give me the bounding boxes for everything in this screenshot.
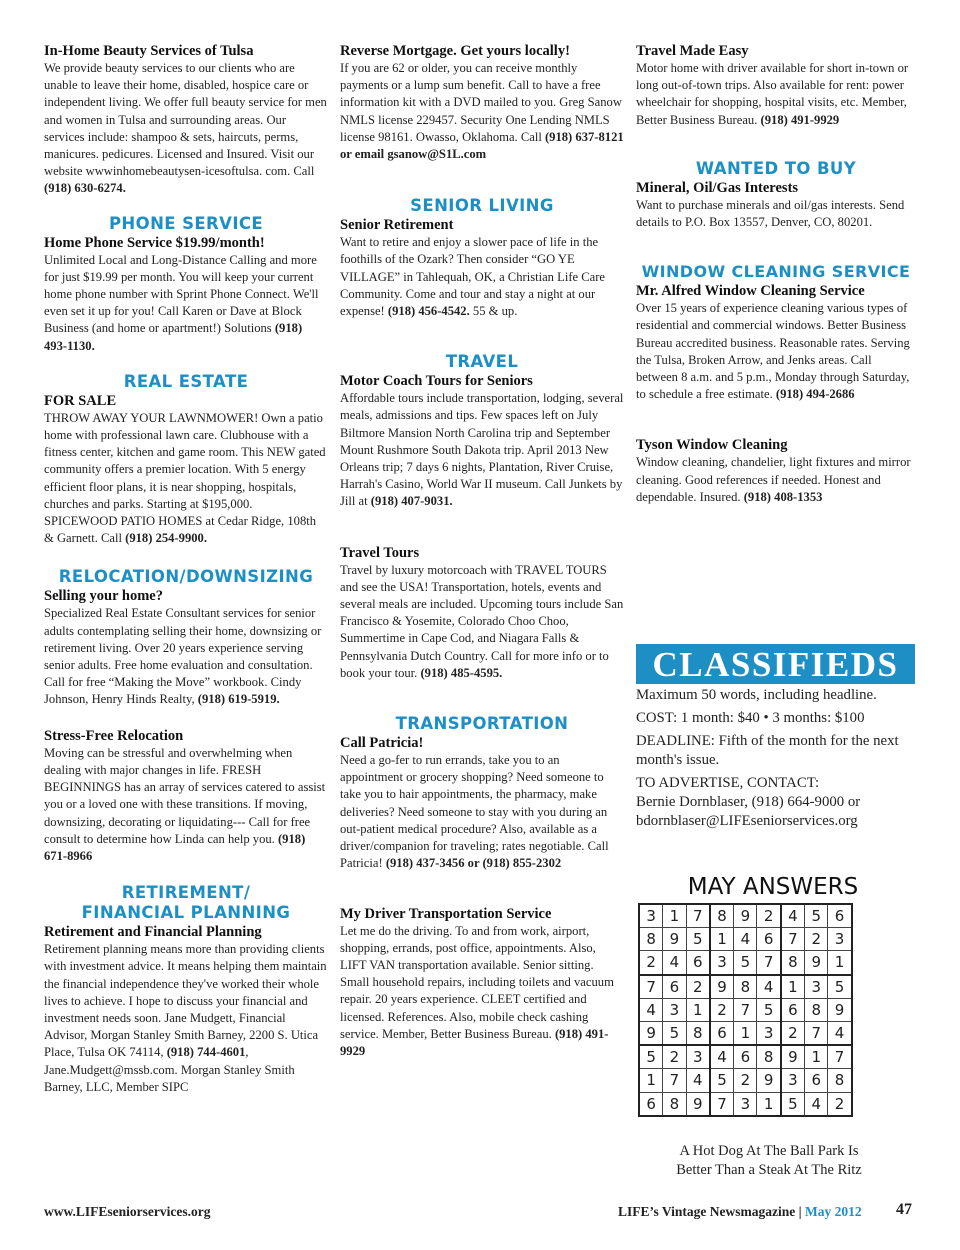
sudoku-cell: 9 [805,951,828,975]
sudoku-cell: 3 [686,1045,710,1069]
ad-body: Travel by luxury motorcoach with TRAVEL TOURS and see the USA! Transportation, hotels, events and several meals are included. Upcoming tours include San Francisco & Yosemite, Colorado Choo Choo, Summertime in Cape Cod, and Niagara Falls & Pennsylvania Dutch Country. Call for more info or to book your tour. (918) 485-4595. [340,562,624,680]
ad-title: Retirement and Financial Planning [44,924,262,941]
ad-body: If you are 62 or older, you can receive monthly payments or a lump sum benefit. Call to have a free information kit with a DVD mailed to you. Greg Sanow NMLS license 229457. Security One Lending NMLS license 98161. Owasso, Oklahoma. Call (918) 637-8121 or email gsanow@S1L.com [340,61,624,162]
sudoku-row [639,951,852,975]
section-heading-wanted-to-buy: WANTED TO BUY [695,158,857,178]
classifieds-banner: CLASSIFIEDS [636,644,915,684]
sudoku-cell: 2 [710,998,734,1021]
sudoku-cell: 8 [781,951,805,975]
ad-title: Call Patricia! [340,735,424,752]
sudoku-cell: 9 [734,904,757,928]
sudoku-row [639,1021,852,1045]
phone-number: (918) 671-8966 [44,831,306,863]
sudoku-cell: 1 [663,904,686,928]
classifieds-word-limit: Maximum 50 words, including headline. [636,687,877,703]
sudoku-cell: 8 [734,975,757,999]
phone-number: (918) 744-4601 [166,1045,246,1060]
ad-body: Retirement planning means more than providing clients with investment advice. It means helping them maintain the financial independence they've worked their whole lives to achieve. I hope to discuss your financial and investment needs soon. Jane Mudgett, Financial Advisor, Morgan Stanley Smith Barney, 2200 S. Utica Place, Tulsa OK 74114, (918) 744-4601, Jane.Mudgett@mssb.com. Morgan Stanley Smith Barney, LLC, Member SIPC [44,942,327,1094]
sudoku-cell: 9 [828,998,852,1021]
sudoku-cell: 2 [639,951,663,975]
sudoku-row [639,1045,852,1069]
section-heading-relocation: RELOCATION/DOWNSIZING [58,567,314,587]
ad-tyson-window-cleaning [636,436,916,506]
sudoku-cell: 1 [710,928,734,951]
ad-body: Moving can be stressful and overwhelming when dealing with major changes in life. FRESH BEGINNINGS has an array of services catered to assist you or a loved one with these transitions. If moving, downsizing, decorating or liquidating--- Call for free consult to determine how Linda can help you. (918) 671-8966 [44,745,326,863]
classifieds-info [636,686,926,831]
sudoku-cell: 4 [663,951,686,975]
ad-title: Mineral, Oil/Gas Interests [636,179,799,196]
sudoku-cell: 7 [639,975,663,999]
phone-number: (918) 437-3456 or (918) 855-2302 [385,856,562,871]
sudoku-cell: 3 [781,1069,805,1092]
footer-issue-month: May 2012 [804,1204,862,1219]
section-heading-transportation: TRANSPORTATION [395,714,569,734]
sudoku-cell: 6 [663,975,686,999]
footer-website: www.LIFEseniorservices.org [44,1204,211,1219]
classifieds-contact-heading: TO ADVERTISE, CONTACT: [636,775,820,791]
phone-number: (918) 637-8121 or email gsanow@S1L.com [340,129,624,162]
ad-my-driver [340,905,624,1061]
sudoku-cell: 1 [781,975,805,999]
sudoku-cell: 1 [639,1069,663,1092]
sudoku-cell: 5 [639,1045,663,1069]
classifieds-contact-email: bdornblaser@LIFEseniorservices.org [636,813,858,829]
sudoku-cell: 4 [828,1021,852,1045]
sudoku-cell: 9 [757,1069,781,1092]
ad-title: Tyson Window Cleaning [636,437,788,454]
sudoku-cell: 7 [828,1045,852,1069]
sudoku-cell: 4 [686,1069,710,1092]
ad-body: Affordable tours include transportation, lodging, several meals, admissions and tips. Few spaces left on July Biltmore Mansion North Carolina trip and September Mount Rushmore South Dakota trip. April 2013 New Orleans trip; 7 days 6 nights, Plantation, River Cruise, Harrah's Casino, World War II museum. Call Junkets by Jill at (918) 407-9031. [340,391,624,509]
sudoku-cell: 1 [686,998,710,1021]
sudoku-cell: 2 [663,1045,686,1069]
ad-stress-free-relocation [44,727,328,865]
column-left [44,42,328,1096]
ad-body: Need a go-fer to run errands, take you to an appointment or grocery shopping? Need someone to take you to hair appointments, the pharmacy, make deliveries? Need someone to stay with you during an out-patient medical procedure? Also, available as a driver/companion for traveling; rates negotiable. Call Patricia! (918) 437-3456 or (918) 855-2302 [340,753,609,871]
ad-travel-tours [340,544,624,682]
column-middle [340,42,624,1060]
ad-retirement-planning [44,923,328,1096]
section-heading-retirement: RETIREMENT/ FINANCIAL PLANNING [81,883,291,923]
sudoku-cell: 6 [757,928,781,951]
sudoku-cell: 2 [781,1021,805,1045]
ad-body: Over 15 years of experience cleaning various types of residential and commercial windows. Better Business Bureau accredited business. Reasonable rates. Serving the Tulsa, Broken Arrow, and Jenks areas. Call between 8 a.m. and 5 p.m., Monday through Saturday, to schedule a free estimate. (918) 494-2686 [636,301,910,402]
sudoku-cell: 6 [781,998,805,1021]
sudoku-cell: 6 [710,1021,734,1045]
sudoku-cell: 3 [710,951,734,975]
sudoku-cell: 2 [757,904,781,928]
sudoku-cell: 5 [686,928,710,951]
ad-title: Home Phone Service $19.99/month! [44,234,265,251]
sudoku-cell: 7 [781,928,805,951]
ad-motor-coach-tours [340,372,624,510]
sudoku-cell: 2 [828,1092,852,1116]
ad-title: FOR SALE [44,392,117,409]
sudoku-cell: 3 [734,1092,757,1116]
ad-title: In-Home Beauty Services of Tulsa [44,43,254,59]
classifieds-deadline: DEADLINE: Fifth of the month for the next month's issue. [636,733,899,768]
sudoku-cell: 3 [663,998,686,1021]
joke-text: A Hot Dog At The Ball Park Is Better Than a Steak At The Ritz [676,1143,862,1178]
sudoku-cell: 3 [757,1021,781,1045]
ad-body: THROW AWAY YOUR LAWNMOWER! Own a patio home with professional lawn care. Clubhouse with a fitness center, kitchen and game room. This NEW gated community offers a premier location. With 5 energy efficient floor plans, it is near shopping, hospitals, churches and parks. Starting at $195,000. SPICEWOOD PATIO HOMES at Cedar Ridge, 108th & Garnett. Call (918) 254-9900. [44,410,326,546]
phone-number: (918) 494-2686 [775,387,855,402]
ad-reverse-mortgage [340,42,624,163]
phone-number: (918) 630-6274. [44,181,126,196]
ad-title: Senior Retirement [340,217,454,234]
classifieds-contact-name: Bernie Dornblaser, (918) 664-9000 or [636,794,861,810]
ad-body: Unlimited Local and Long-Distance Calling and more for just $19.99 per month. You will keep your current home phone number with Sprint Phone Connect. We'll even set it up for you! Call Karen or Dave at Block Business (and home or apartment!) Solutions (918) 493-1130. [44,252,319,353]
sudoku-cell: 3 [805,975,828,999]
sudoku-cell: 4 [757,975,781,999]
sudoku-cell: 7 [710,1092,734,1116]
sudoku-cell: 6 [805,1069,828,1092]
ad-inhome-beauty [44,42,328,198]
sudoku-cell: 9 [663,928,686,951]
ad-selling-home [44,587,328,708]
sudoku-grid [638,903,853,1117]
ad-travel-made-easy [636,42,916,129]
ad-title: Selling your home? [44,588,163,605]
ad-body: Want to purchase minerals and oil/gas interests. Send details to P.O. Box 13557, Denver, CO, 80201. [636,197,905,230]
ad-home-phone [44,234,328,355]
sudoku-cell: 4 [781,904,805,928]
ad-title: Travel Made Easy [636,43,749,59]
sudoku-cell: 8 [686,1021,710,1045]
ad-title: Mr. Alfred Window Cleaning Service [636,283,865,300]
sudoku-cell: 1 [757,1092,781,1116]
ad-title: Travel Tours [340,544,420,561]
sudoku-cell: 5 [781,1092,805,1116]
ad-alfred-window-cleaning [636,282,916,403]
sudoku-cell: 4 [639,998,663,1021]
ad-for-sale [44,392,328,548]
sudoku-cell: 1 [734,1021,757,1045]
sudoku-cell: 4 [734,928,757,951]
sudoku-cell: 1 [828,951,852,975]
classifieds-cost: COST: 1 month: $40 • 3 months: $100 [636,710,865,726]
phone-number: (918) 619-5919. [197,692,280,707]
sudoku-cell: 3 [639,904,663,928]
sudoku-cell: 5 [710,1069,734,1092]
sudoku-title: MAY ANSWERS [687,874,859,900]
sudoku-cell: 9 [686,1092,710,1116]
sudoku-cell: 9 [710,975,734,999]
phone-number: (918) 485-4595. [420,665,503,680]
section-heading-real-estate: REAL ESTATE [123,371,249,391]
sudoku-cell: 7 [663,1069,686,1092]
sudoku-cell: 5 [805,904,828,928]
sudoku-cell: 9 [781,1045,805,1069]
sudoku-cell: 7 [805,1021,828,1045]
sudoku-row [639,975,852,999]
sudoku-cell: 8 [639,928,663,951]
sudoku-cell: 6 [734,1045,757,1069]
sudoku-cell: 8 [828,1069,852,1092]
sudoku-cell: 2 [805,928,828,951]
ad-body: Motor home with driver available for short in-town or long out-of-town trips. Also available for rent: power wheelchair for shopping, hospital visits, etc. Member, Better Business Bureau. (918) 491-9929 [636,61,909,127]
sudoku-cell: 5 [734,951,757,975]
phone-number: (918) 456-4542. [387,304,470,319]
sudoku-cell: 1 [805,1045,828,1069]
ad-call-patricia [340,734,624,872]
phone-number: (918) 491-9929 [760,112,840,127]
sudoku-row [639,904,852,928]
sudoku-row [639,998,852,1021]
ad-title: Stress-Free Relocation [44,727,184,744]
sudoku-row [639,928,852,951]
section-heading-phone-service: PHONE SERVICE [108,213,264,233]
ad-mineral-interests [636,179,916,231]
phone-number: (918) 491-9929 [340,1026,609,1058]
sudoku-row [639,1092,852,1116]
ad-senior-retirement [340,216,624,320]
sudoku-cell: 8 [710,904,734,928]
sudoku-cell: 7 [686,904,710,928]
sudoku-cell: 3 [828,928,852,951]
phone-number: (918) 407-9031. [370,494,453,509]
phone-number: (918) 493-1130. [44,321,303,353]
sudoku-cell: 2 [686,975,710,999]
ad-title: My Driver Transportation Service [340,905,552,922]
sudoku-cell: 7 [757,951,781,975]
phone-number: (918) 408-1353 [743,489,823,504]
ad-title: Reverse Mortgage. Get yours locally! [340,43,570,59]
sudoku-cell: 8 [805,998,828,1021]
footer-magazine: LIFE’s Vintage Newsmagazine | May 2012 [618,1204,862,1219]
sudoku-cell: 7 [734,998,757,1021]
column-right [636,42,916,506]
sudoku-cell: 4 [805,1092,828,1116]
sudoku-cell: 2 [734,1069,757,1092]
sudoku-cell: 5 [663,1021,686,1045]
sudoku-cell: 8 [757,1045,781,1069]
sudoku-cell: 8 [663,1092,686,1116]
sudoku-cell: 6 [828,904,852,928]
section-heading-senior-living: SENIOR LIVING [410,196,554,216]
phone-number: (918) 254-9900. [125,531,207,546]
ad-body: Window cleaning, chandelier, light fixtures and mirror cleaning. Good references if needed. Honest and dependable. Insured. (918) 408-1353 [636,455,911,504]
ad-body: Specialized Real Estate Consultant services for senior adults contemplating selling their home, downsizing or retirement living. Over 20 years experience serving senior adults. Free home evaluation and consultation. Call for free “Making the Move” workbook. Cindy Johnson, Henry Hinds Realty, (918) 619-5919. [44,606,322,707]
sudoku-row [639,1069,852,1092]
ad-title: Motor Coach Tours for Seniors [340,373,533,390]
ad-body: We provide beauty services to our clients who are unable to leave their home, disabled, hospice care or independent living. We offer full beauty service for men and women in Tulsa and surrounding areas. Our services include: shampoo & sets, haircuts, perms, manicures. pedicures. Licensed and Insured. Visit our website wwwinhomebeautysen-icesoftulsa. com. Call (918) 630-6274. [44,61,327,196]
section-heading-travel: TRAVEL [445,352,519,372]
sudoku-cell: 9 [639,1021,663,1045]
sudoku-cell: 5 [757,998,781,1021]
page-number: 47 [896,1201,912,1218]
sudoku-cell: 5 [828,975,852,999]
sudoku-cell: 6 [639,1092,663,1116]
sudoku-cell: 6 [686,951,710,975]
sudoku-cell: 4 [710,1045,734,1069]
ad-body: Let me do the driving. To and from work, airport, shopping, errands, post office, appointments. Also, LIFT VAN transportation available. Senior sitting. Small household repairs, including toilets and vacuum repair. 20 years experience. CLEET certified and licensed. References. Also, mobile check cashing service. Member, Better Business Bureau. (918) 491-9929 [340,923,614,1058]
section-heading-window-cleaning: WINDOW CLEANING SERVICE [641,262,911,282]
ad-body: Want to retire and enjoy a slower pace of life in the foothills of the Ozark? Then consider “GO YE VILLAGE” in Tahlequah, OK, a Christian Life Care Community. Come and tour and stay a night at our expense! (918) 456-4542. 55 & up. [340,235,606,319]
